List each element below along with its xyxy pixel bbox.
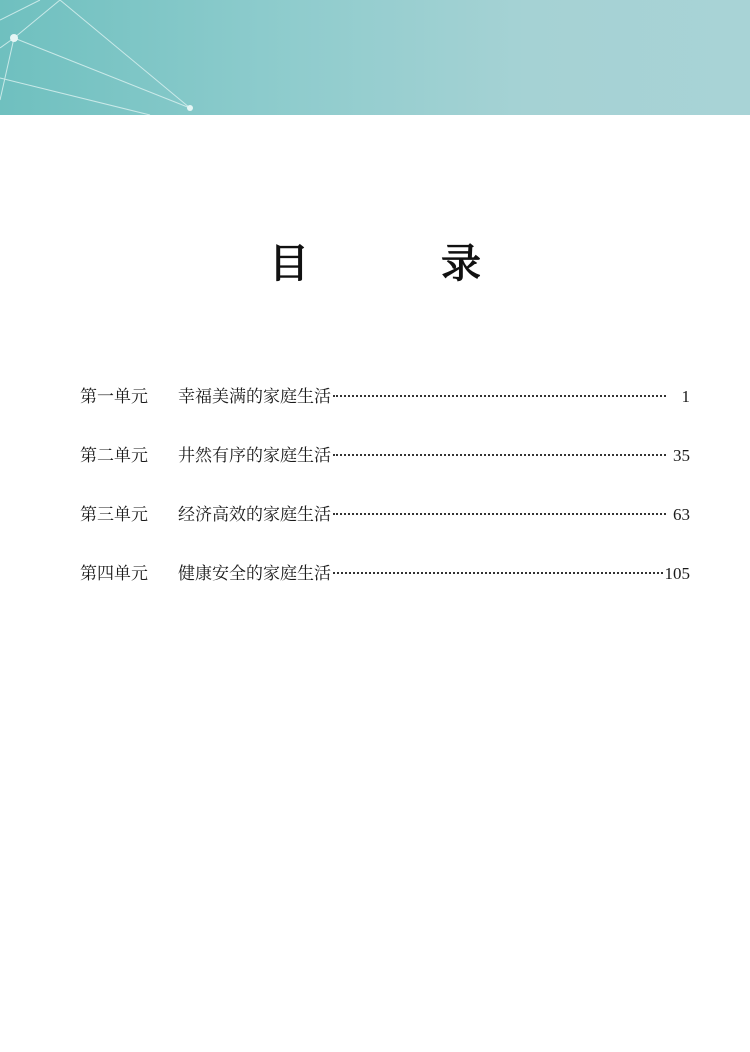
- toc-entry-title: 井然有序的家庭生活: [178, 446, 331, 466]
- header-band: [0, 0, 750, 115]
- dot-leader: [333, 395, 666, 397]
- toc-page-number: 35: [673, 446, 690, 465]
- dot-leader: [333, 513, 666, 515]
- toc-entry-title: 幸福美满的家庭生活: [178, 387, 331, 407]
- table-of-contents: [80, 382, 690, 618]
- page-title: 目 录: [269, 241, 527, 287]
- toc-unit-label: 第二单元: [80, 446, 148, 466]
- toc-unit-label: 第四单元: [80, 564, 148, 584]
- toc-page-number: 63: [673, 505, 690, 524]
- toc-entry[interactable]: [80, 441, 690, 500]
- toc-entry[interactable]: [80, 500, 690, 559]
- toc-entry[interactable]: [80, 382, 690, 441]
- dot-leader: [333, 454, 666, 456]
- network-lines-decoration: [0, 0, 750, 115]
- dot-leader: [333, 572, 663, 574]
- toc-entry[interactable]: [80, 559, 690, 618]
- toc-entry-title: 经济高效的家庭生活: [178, 505, 331, 525]
- toc-page-number: 1: [681, 387, 690, 406]
- toc-entry-title: 健康安全的家庭生活: [178, 564, 331, 584]
- toc-unit-label: 第一单元: [80, 387, 148, 407]
- toc-page-number: 105: [664, 564, 690, 583]
- toc-unit-label: 第三单元: [80, 505, 148, 525]
